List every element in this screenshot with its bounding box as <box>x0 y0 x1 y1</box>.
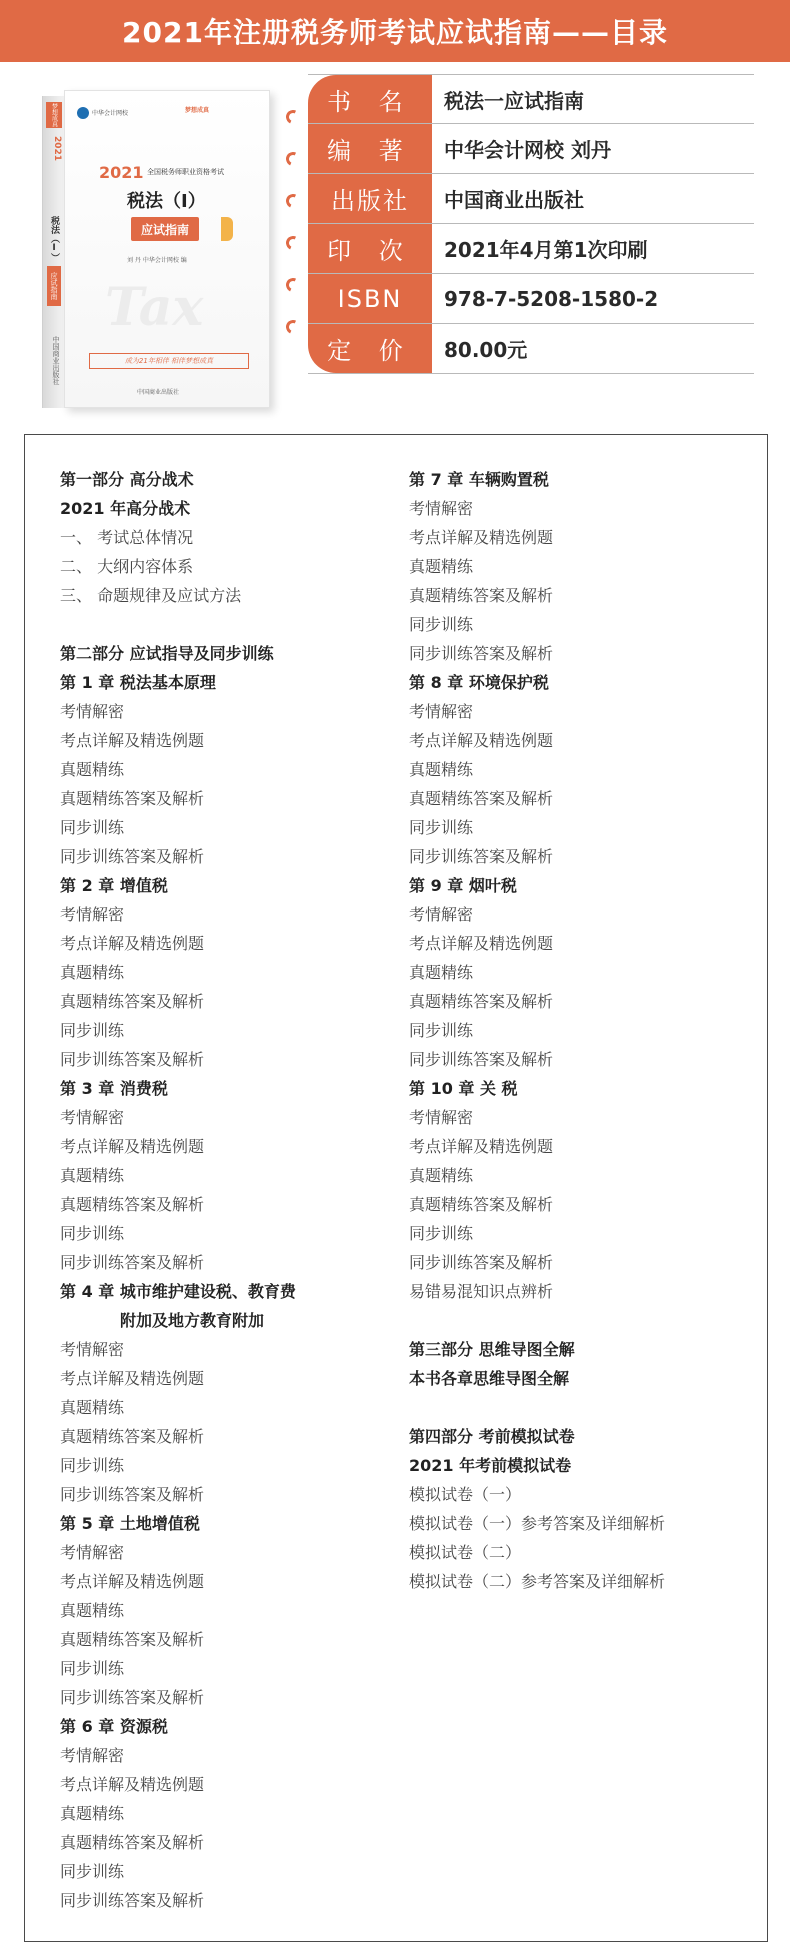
toc-item: 同步训练 <box>60 1659 125 1678</box>
toc-heading: 本书各章思维导图全解 <box>409 1369 570 1388</box>
toc-item: 真题精练 <box>60 760 125 779</box>
toc-item: 同步训练答案及解析 <box>60 1688 205 1707</box>
toc-item: 真题精练答案及解析 <box>60 1427 205 1446</box>
toc-item: 考点详解及精选例题 <box>60 1369 205 1388</box>
toc-heading: 第 8 章 环境保护税 <box>409 673 549 692</box>
info-label: 出版社 <box>308 174 432 223</box>
toc-heading: 第 9 章 烟叶税 <box>409 876 517 895</box>
toc-item: 考点详解及精选例题 <box>409 934 554 953</box>
toc-item: 同步训练 <box>409 818 474 837</box>
toc-heading: 第二部分 应试指导及同步训练 <box>60 644 274 663</box>
cover-year: 2021 <box>99 163 144 182</box>
toc-heading: 第 4 章 城市维护建设税、教育费 <box>60 1282 296 1301</box>
book-info-table <box>308 74 754 374</box>
spine-year: 2021 <box>52 136 62 162</box>
toc-heading: 第 7 章 车辆购置税 <box>409 470 549 489</box>
swirl-decoration-icon <box>284 234 302 252</box>
toc-item: 真题精练 <box>60 1166 125 1185</box>
page-title-banner <box>0 0 790 62</box>
toc-heading: 第四部分 考前模拟试卷 <box>409 1427 575 1446</box>
toc-heading: 2021 年高分战术 <box>60 499 191 518</box>
info-row-price <box>308 324 754 374</box>
toc-item: 考点详解及精选例题 <box>60 1137 205 1156</box>
toc-item: 真题精练 <box>60 1804 125 1823</box>
cover-title: 税法（Ⅰ） <box>127 191 206 212</box>
toc-item: 模拟试卷（一）参考答案及详细解析 <box>409 1514 666 1533</box>
info-label: ISBN <box>308 274 432 323</box>
spine-tag: 应试指南 <box>47 266 61 306</box>
toc-item: 考情解密 <box>60 1746 125 1765</box>
info-label: 印 次 <box>308 224 432 273</box>
swirl-decoration-icon <box>284 150 302 168</box>
toc-item: 考情解密 <box>60 702 125 721</box>
info-value: 税法一应试指南 <box>444 88 584 113</box>
toc-item: 真题精练答案及解析 <box>60 1833 205 1852</box>
info-label: 书 名 <box>308 75 432 123</box>
spine-brand: 梦想成真 <box>46 102 62 128</box>
toc-item: 同步训练 <box>60 818 125 837</box>
toc-heading: 第 2 章 增值税 <box>60 876 168 895</box>
info-row-author <box>308 124 754 174</box>
toc-item: 真题精练答案及解析 <box>60 789 205 808</box>
brand-logo-icon <box>77 107 89 119</box>
page-title: 2021年注册税务师考试应试指南——目录 <box>122 16 668 49</box>
info-row-title <box>308 74 754 124</box>
toc-item: 同步训练 <box>60 1224 125 1243</box>
toc-item: 考点详解及精选例题 <box>60 731 205 750</box>
swirl-decoration-icon <box>284 276 302 294</box>
cover-slogan: 成为21年相伴 相伴梦想成真 <box>89 353 249 369</box>
cover-brand: 中华会计网校 <box>92 110 129 117</box>
toc-item: 考点详解及精选例题 <box>409 731 554 750</box>
cover-watermark: Tax <box>105 277 204 338</box>
info-row-publisher <box>308 174 754 224</box>
toc-heading: 附加及地方教育附加 <box>120 1311 265 1330</box>
toc-heading: 第 6 章 资源税 <box>60 1717 168 1736</box>
toc-item: 同步训练答案及解析 <box>409 847 554 866</box>
toc-item: 同步训练答案及解析 <box>60 1253 205 1272</box>
toc-item: 真题精练答案及解析 <box>60 1630 205 1649</box>
toc-item: 考点详解及精选例题 <box>60 1572 205 1591</box>
info-label: 定 价 <box>308 324 432 373</box>
toc-item: 同步训练答案及解析 <box>409 1050 554 1069</box>
toc-item: 真题精练答案及解析 <box>60 992 205 1011</box>
info-value: 中华会计网校 刘丹 <box>444 138 611 162</box>
table-of-contents <box>24 434 768 1942</box>
toc-item: 考点详解及精选例题 <box>409 1137 554 1156</box>
toc-item: 同步训练答案及解析 <box>60 1485 205 1504</box>
toc-item: 真题精练 <box>60 963 125 982</box>
toc-item: 同步训练 <box>409 1021 474 1040</box>
toc-heading: 第 5 章 土地增值税 <box>60 1514 200 1533</box>
toc-item: 考点详解及精选例题 <box>60 934 205 953</box>
toc-heading: 第 1 章 税法基本原理 <box>60 673 216 692</box>
cover-authors: 刘 丹 中华会计网校 编 <box>127 257 187 264</box>
toc-item: 真题精练 <box>409 557 474 576</box>
toc-item: 考点详解及精选例题 <box>409 528 554 547</box>
toc-item: 一、 考试总体情况 <box>60 528 194 547</box>
toc-item: 同步训练答案及解析 <box>60 1050 205 1069</box>
toc-heading: 第一部分 高分战术 <box>60 470 194 489</box>
info-value: 中国商业出版社 <box>444 188 584 212</box>
swirl-decoration-icon <box>284 318 302 336</box>
toc-item: 考情解密 <box>409 499 474 518</box>
toc-item: 模拟试卷（二）参考答案及详细解析 <box>409 1572 666 1591</box>
info-label: 编 著 <box>308 124 432 173</box>
toc-heading: 第 10 章 关 税 <box>409 1079 518 1098</box>
toc-heading: 第 3 章 消费税 <box>60 1079 168 1098</box>
toc-item: 考情解密 <box>409 905 474 924</box>
toc-item: 二、 大纲内容体系 <box>60 557 194 576</box>
spine-publisher: 中国商业出版社 <box>52 336 60 385</box>
book-info-section <box>0 62 790 412</box>
toc-heading: 第三部分 思维导图全解 <box>409 1340 575 1359</box>
toc-item: 真题精练答案及解析 <box>409 586 554 605</box>
toc-item: 考情解密 <box>60 1108 125 1127</box>
info-value: 80.00元 <box>444 338 528 362</box>
toc-item: 同步训练 <box>60 1021 125 1040</box>
toc-item: 同步训练 <box>60 1456 125 1475</box>
spine-title: 税法（Ⅰ） <box>49 216 59 262</box>
toc-item: 真题精练答案及解析 <box>409 992 554 1011</box>
book-spine <box>42 96 64 408</box>
toc-item: 真题精练答案及解析 <box>409 1195 554 1214</box>
cover-badge: 梦想成真 <box>185 107 210 114</box>
toc-item: 同步训练答案及解析 <box>60 847 205 866</box>
swirl-decoration-icon <box>284 108 302 126</box>
toc-left-column <box>60 465 380 1915</box>
cover-subtitle-tab <box>221 217 233 241</box>
toc-item: 真题精练 <box>409 760 474 779</box>
toc-item: 考情解密 <box>409 1108 474 1127</box>
cover-publisher: 中国商业出版社 <box>137 389 180 396</box>
toc-item: 真题精练 <box>60 1601 125 1620</box>
info-row-isbn <box>308 274 754 324</box>
info-row-printing <box>308 224 754 274</box>
toc-heading: 2021 年考前模拟试卷 <box>409 1456 572 1475</box>
toc-item: 同步训练 <box>409 615 474 634</box>
toc-item: 真题精练 <box>409 1166 474 1185</box>
cover-subtitle: 应试指南 <box>131 217 199 241</box>
swirl-decoration-icon <box>284 192 302 210</box>
toc-item: 考情解密 <box>409 702 474 721</box>
toc-item: 同步训练答案及解析 <box>60 1891 205 1910</box>
info-value: 978-7-5208-1580-2 <box>444 286 659 311</box>
toc-item: 模拟试卷（二） <box>409 1543 522 1562</box>
toc-item: 考情解密 <box>60 1340 125 1359</box>
toc-item: 同步训练 <box>60 1862 125 1881</box>
toc-item: 考情解密 <box>60 1543 125 1562</box>
toc-item: 考情解密 <box>60 905 125 924</box>
toc-item: 真题精练答案及解析 <box>409 789 554 808</box>
book-front-cover <box>64 90 270 408</box>
toc-item: 真题精练 <box>409 963 474 982</box>
toc-item: 三、 命题规律及应试方法 <box>60 586 242 605</box>
toc-item: 同步训练答案及解析 <box>409 644 554 663</box>
book-cover-image <box>42 90 270 408</box>
info-value: 2021年4月第1次印刷 <box>444 238 648 262</box>
toc-item: 考点详解及精选例题 <box>60 1775 205 1794</box>
toc-item: 模拟试卷（一） <box>409 1485 522 1504</box>
toc-item: 易错易混知识点辨析 <box>409 1282 554 1301</box>
toc-right-column <box>409 465 749 1596</box>
toc-item: 真题精练答案及解析 <box>60 1195 205 1214</box>
toc-item: 真题精练 <box>60 1398 125 1417</box>
toc-item: 同步训练答案及解析 <box>409 1253 554 1272</box>
cover-exam: 全国税务师职业资格考试 <box>147 168 224 176</box>
toc-item: 同步训练 <box>409 1224 474 1243</box>
